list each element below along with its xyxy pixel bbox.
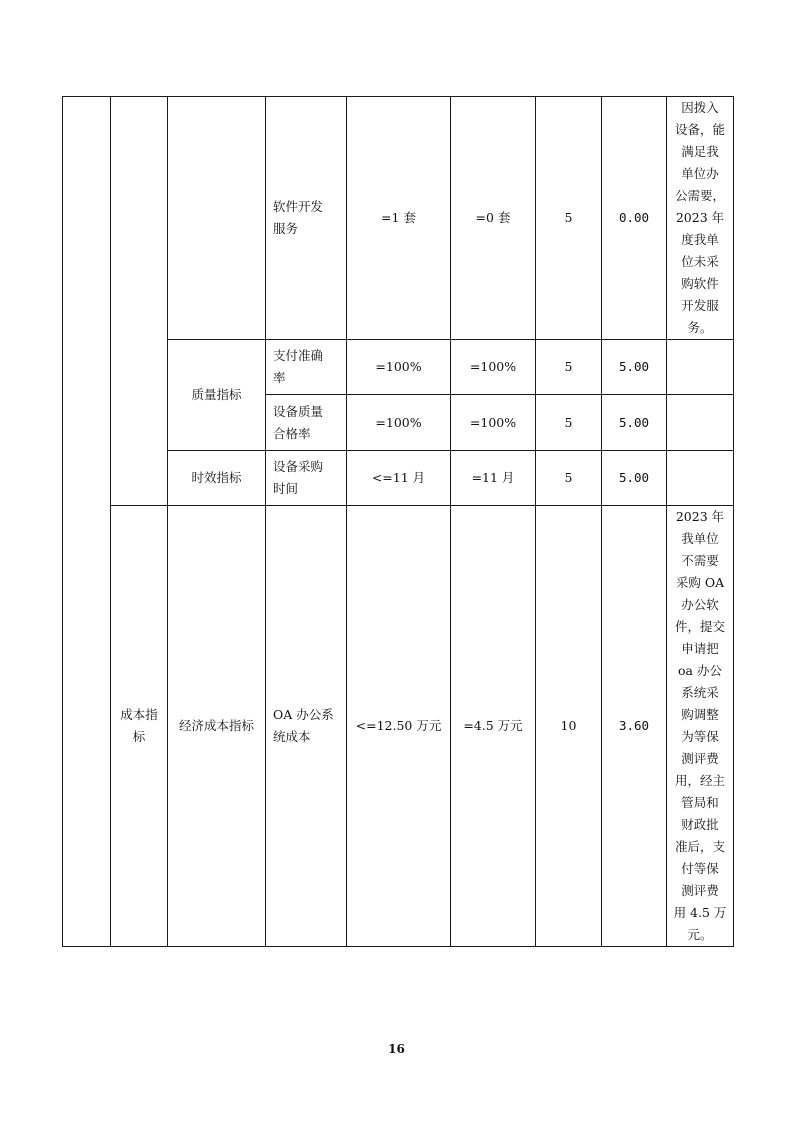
weight-value: 5 <box>536 395 602 451</box>
deviation-note: 因拨入 设备，能 满足我 单位办 公需要， 2023 年 度我单 位未采 购软件 开发服 务。 <box>667 97 734 340</box>
target-value: =100% <box>347 395 451 451</box>
table-row <box>63 506 734 947</box>
table-row <box>63 97 734 340</box>
indicator-name: 支付准确 率 <box>266 340 347 395</box>
actual-value: =11 月 <box>451 451 536 506</box>
actual-value: =100% <box>451 395 536 451</box>
score-value: 5.00 <box>602 451 667 506</box>
performance-indicator-table <box>62 96 734 947</box>
deviation-note <box>667 340 734 395</box>
subcategory-quality: 质量指标 <box>168 340 266 451</box>
deviation-note <box>667 395 734 451</box>
target-value: <=12.50 万元 <box>347 506 451 947</box>
weight-value: 10 <box>536 506 602 947</box>
indicator-name: OA 办公系 统成本 <box>266 506 347 947</box>
actual-value: =0 套 <box>451 97 536 340</box>
category-cost: 成本指 标 <box>111 506 168 947</box>
level1-indicator-cell <box>63 97 111 947</box>
target-value: =100% <box>347 340 451 395</box>
subcategory-timeliness: 时效指标 <box>168 451 266 506</box>
level2-indicator-cell <box>111 97 168 506</box>
subcategory-economic-cost: 经济成本指标 <box>168 506 266 947</box>
score-value: 5.00 <box>602 340 667 395</box>
weight-value: 5 <box>536 451 602 506</box>
target-value: =1 套 <box>347 97 451 340</box>
score-value: 5.00 <box>602 395 667 451</box>
target-value: <=11 月 <box>347 451 451 506</box>
deviation-note <box>667 451 734 506</box>
actual-value: =100% <box>451 340 536 395</box>
weight-value: 5 <box>536 97 602 340</box>
page-number: 16 <box>388 1042 405 1056</box>
score-value: 3.60 <box>602 506 667 947</box>
indicator-name: 设备质量 合格率 <box>266 395 347 451</box>
actual-value: =4.5 万元 <box>451 506 536 947</box>
indicator-name: 设备采购 时间 <box>266 451 347 506</box>
weight-value: 5 <box>536 340 602 395</box>
score-value: 0.00 <box>602 97 667 340</box>
indicator-name: 软件开发 服务 <box>266 97 347 340</box>
deviation-note: 2023 年 我单位 不需要 采购 OA 办公软 件，提交 申请把 oa 办公 系统采 购调整 为等保 测评费 用，经主 管局和 财政批 准后，支 付等保 测评费 用 4.5 万 元。 <box>667 506 734 947</box>
level3-indicator-cell <box>168 97 266 340</box>
